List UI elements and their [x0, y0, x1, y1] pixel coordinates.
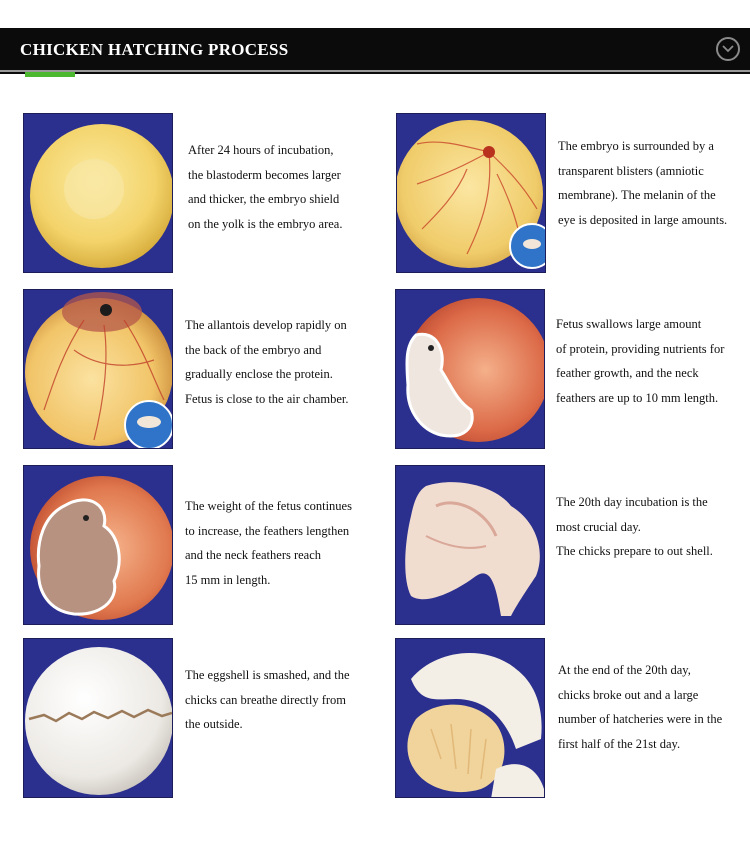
stage-1-caption: After 24 hours of incubation, the blastoderm becomes larger and thicker, the embryo shield on the yolk is the embryo area. [188, 143, 343, 231]
chevron-down-icon [722, 44, 734, 54]
stage-3-caption: The allantois develop rapidly on the back of the embryo and gradually enclose the protein. Fetus is close to the air chamber. [185, 318, 349, 406]
stage-2-photo [396, 113, 546, 273]
page-title: CHICKEN HATCHING PROCESS [20, 40, 289, 59]
stage-6-caption: The 20th day incubation is the most crucial day. The chicks prepare to out shell. [556, 495, 713, 558]
stage-7-caption: The eggshell is smashed, and the chicks can breathe directly from the outside. [185, 668, 350, 731]
stage-2-caption: The embryo is surrounded by a transparent blisters (amniotic membrane). The melanin of the eye is deposited in large amounts. [558, 139, 728, 227]
section-header [0, 28, 750, 74]
stage-8-photo [395, 638, 545, 798]
stage-5-photo [23, 465, 173, 625]
stage-3-photo [23, 289, 173, 449]
stage-5-caption: The weight of the fetus continues to increase, the feathers lengthen and the neck feathers reach 15 mm in length. [185, 499, 352, 587]
stage-7-photo [23, 638, 173, 798]
collapse-button[interactable] [716, 37, 740, 61]
header-divider [0, 70, 750, 72]
stage-8-caption: At the end of the 20th day, chicks broke out and a large number of hatcheries were in the first half of the 21st day. [558, 663, 723, 751]
stage-1-photo [23, 113, 173, 273]
header-accent-bar [25, 72, 75, 77]
stage-4-photo [395, 289, 545, 449]
stage-6-photo [395, 465, 545, 625]
stage-4-caption: Fetus swallows large amount of protein, providing nutrients for feather growth, and the neck feathers are up to 10 mm length. [556, 317, 725, 405]
